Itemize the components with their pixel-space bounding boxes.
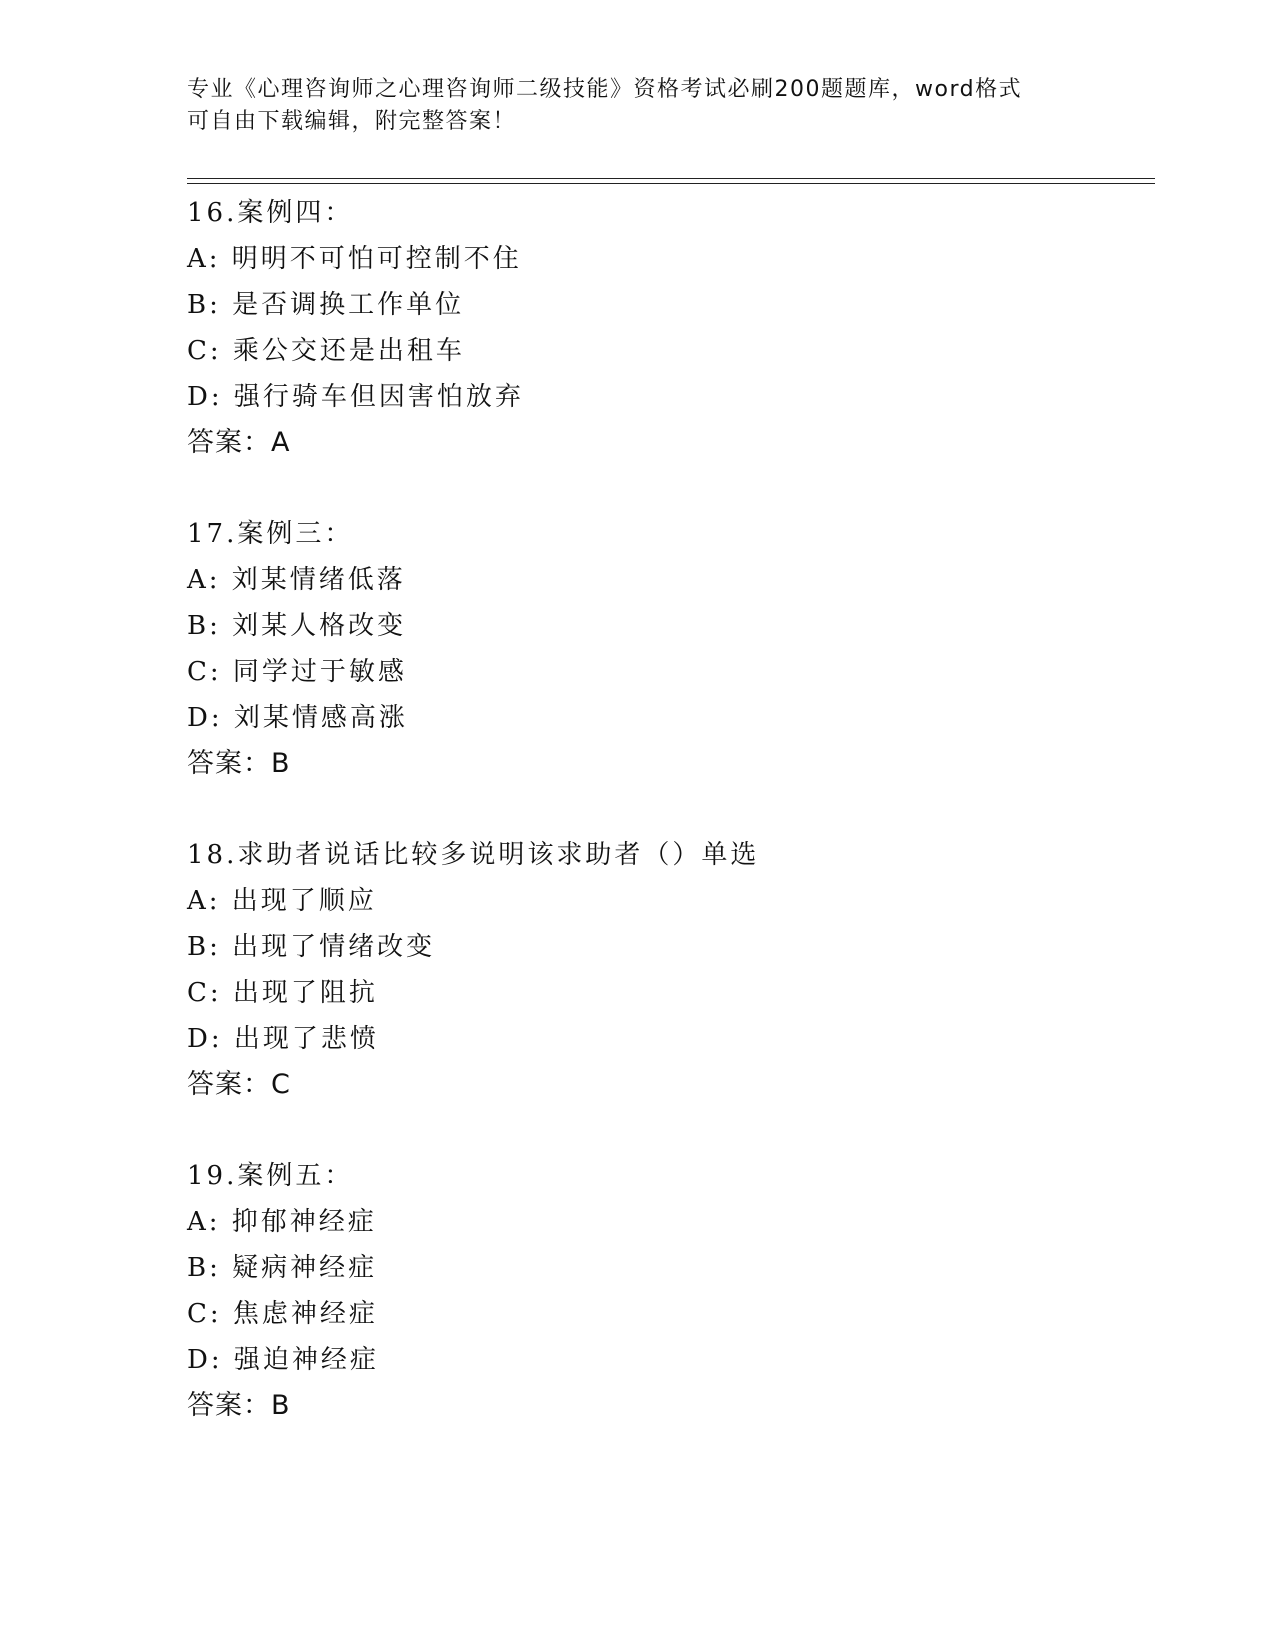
option-d: D: 强行骑车但因害怕放弃	[187, 382, 524, 412]
question-title: 19.案例五：	[187, 1161, 354, 1191]
question-answer: 答案：B	[187, 748, 291, 779]
question-title: 18.求助者说话比较多说明该求助者（）单选	[187, 840, 760, 870]
question-answer: 答案：B	[187, 1390, 291, 1421]
option-d: D: 刘某情感高涨	[187, 703, 408, 733]
option-d: D: 强迫神经症	[187, 1345, 379, 1375]
document-header	[187, 74, 1087, 138]
option-d: D: 出现了悲愤	[187, 1024, 379, 1054]
question-item	[187, 832, 1155, 1108]
header-line-2: 可自由下载编辑，附完整答案！	[187, 109, 517, 134]
header-divider-bottom	[187, 183, 1155, 184]
question-item	[187, 1153, 1155, 1429]
question-answer: 答案：A	[187, 427, 291, 458]
question-item	[187, 190, 1155, 466]
question-item	[187, 511, 1155, 787]
question-title: 17.案例三：	[187, 519, 354, 549]
option-b: B: 刘某人格改变	[187, 611, 407, 641]
option-a: A: 明明不可怕可控制不住	[187, 244, 522, 274]
option-c: C: 焦虑神经症	[187, 1299, 378, 1329]
question-answer: 答案：C	[187, 1069, 291, 1100]
header-divider-top	[187, 178, 1155, 179]
option-b: B: 出现了情绪改变	[187, 932, 436, 962]
option-c: C: 乘公交还是出租车	[187, 336, 465, 366]
header-line-1: 专业《心理咨询师之心理咨询师二级技能》资格考试必刷200题题库，word格式	[187, 77, 1023, 102]
question-title: 16.案例四：	[187, 198, 354, 228]
question-list	[187, 190, 1155, 1474]
option-c: C: 同学过于敏感	[187, 657, 407, 687]
option-b: B: 是否调换工作单位	[187, 290, 465, 320]
option-a: A: 出现了顺应	[187, 886, 377, 916]
option-c: C: 出现了阻抗	[187, 978, 378, 1008]
option-b: B: 疑病神经症	[187, 1253, 378, 1283]
option-a: A: 刘某情绪低落	[187, 565, 406, 595]
option-a: A: 抑郁神经症	[187, 1207, 377, 1237]
